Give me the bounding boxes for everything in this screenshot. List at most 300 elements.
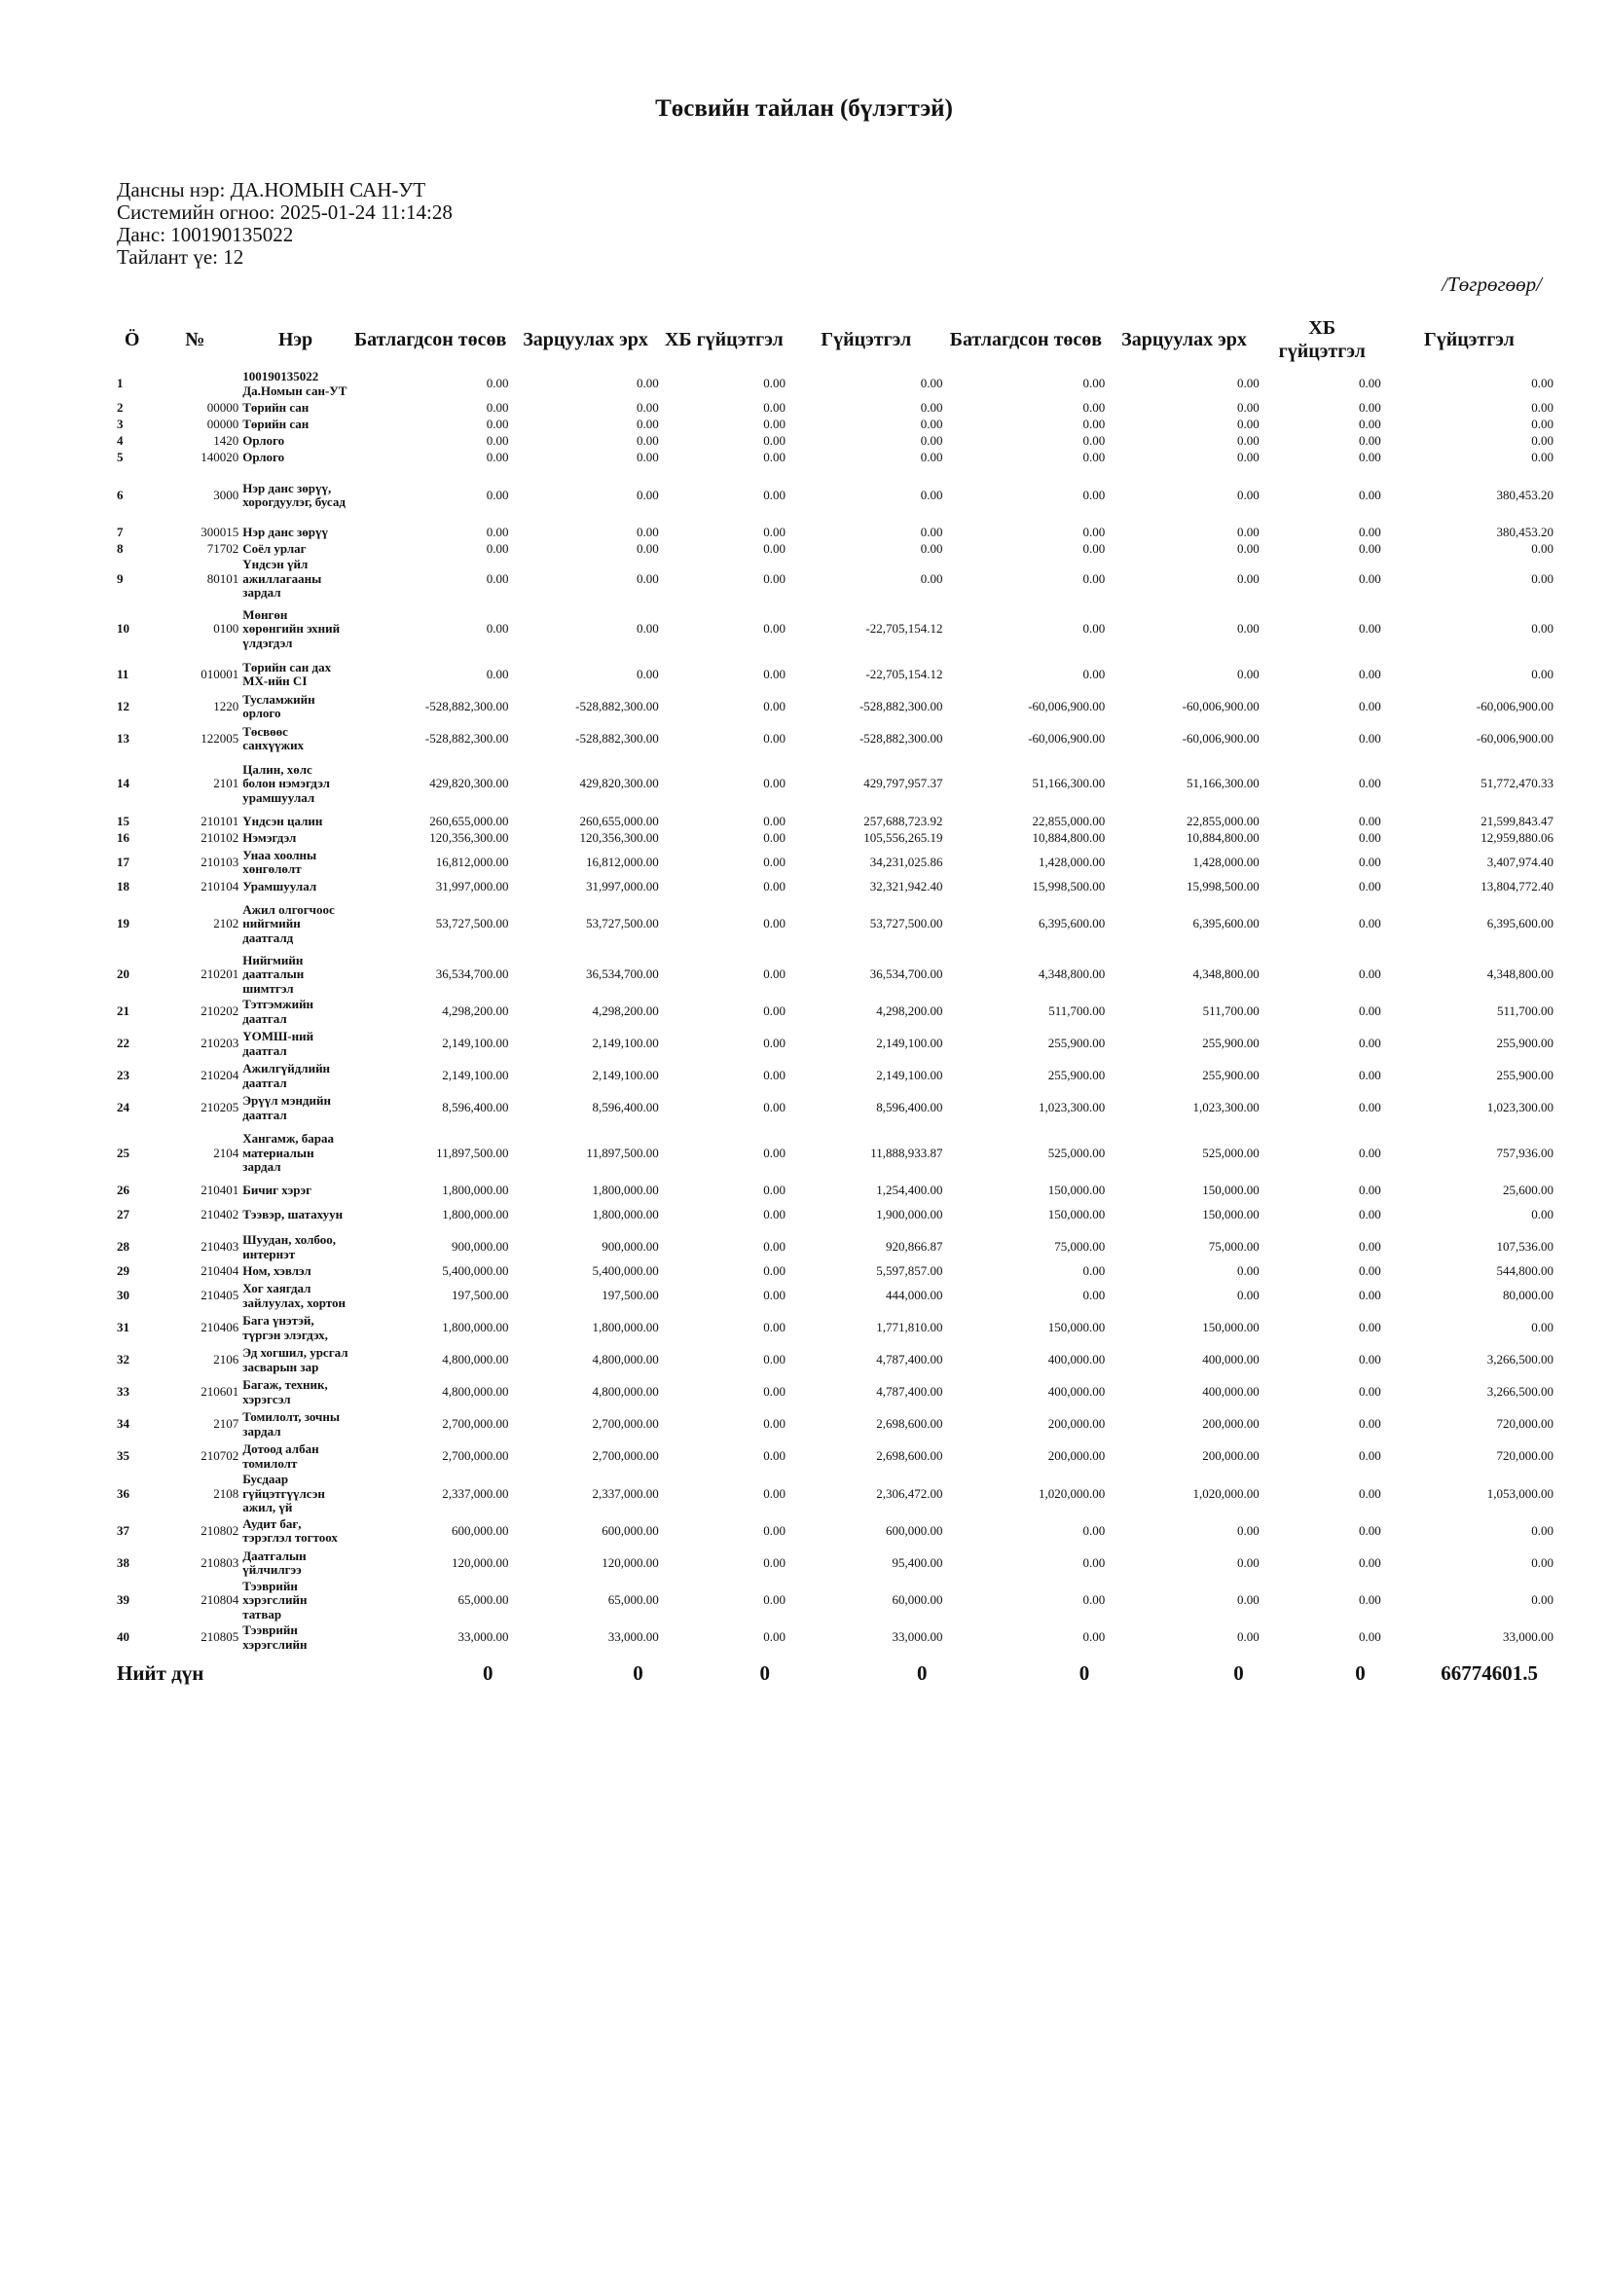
hb-performance-cell: 0.00 (763, 1183, 786, 1198)
table-row (115, 830, 1555, 847)
row-code: 00000 (206, 417, 239, 432)
spending-authority-period-cell: 15,998,500.00 (1186, 878, 1260, 893)
performance-cell: 11,888,933.87 (870, 1145, 943, 1160)
row-name: Үндсэн цалин (242, 813, 323, 828)
hb-performance-period-cell: 0.00 (1359, 570, 1381, 586)
approved-budget-period-cell: 0.00 (1082, 1592, 1106, 1607)
row-number: 18 (117, 878, 129, 893)
hb-performance-cell: 0.00 (763, 525, 786, 540)
spending-authority-cell: 2,149,100.00 (592, 1036, 659, 1051)
performance-period-cell: 757,936.00 (1496, 1145, 1553, 1160)
total-spending-authority: 0 (633, 1661, 643, 1685)
row-number: 2 (117, 400, 124, 416)
hb-performance-cell: 0.00 (763, 487, 786, 502)
row-number: 26 (117, 1183, 129, 1198)
table-row (115, 1124, 1555, 1183)
approved-budget-cell: 0.00 (486, 417, 509, 432)
spending-authority-period-cell: 200,000.00 (1202, 1448, 1260, 1464)
spending-authority-period-cell: 22,855,000.00 (1186, 813, 1260, 828)
row-name: Дотоод албан томилолт (242, 1441, 319, 1471)
approved-budget-period-cell: 1,023,300.00 (1039, 1100, 1106, 1115)
approved-budget-cell: 1,800,000.00 (442, 1207, 509, 1222)
approved-budget-period-cell: 255,900.00 (1047, 1068, 1106, 1083)
approved-budget-period-cell: 150,000.00 (1047, 1320, 1106, 1335)
row-number: 25 (117, 1145, 129, 1160)
approved-budget-cell: 0.00 (486, 621, 509, 637)
performance-cell: 0.00 (920, 525, 943, 540)
hb-performance-period-cell: 0.00 (1359, 1485, 1381, 1501)
approved-budget-cell: 4,298,200.00 (442, 1003, 509, 1019)
table-row (115, 1092, 1555, 1124)
approved-budget-cell: 11,897,500.00 (436, 1145, 509, 1160)
spending-authority-period-cell: 0.00 (1236, 621, 1260, 637)
spending-authority-cell: 0.00 (636, 666, 659, 681)
row-code: 210204 (201, 1068, 239, 1083)
table-row (115, 417, 1555, 433)
row-code: 300015 (201, 525, 239, 540)
performance-cell: 95,400.00 (892, 1554, 943, 1570)
approved-budget-cell: 31,997,000.00 (435, 878, 509, 893)
hb-performance-period-cell: 0.00 (1359, 541, 1381, 557)
row-name: Тэтгэмжийн даатгал (242, 997, 314, 1026)
approved-budget-period-cell: 0.00 (1082, 1288, 1106, 1303)
spending-authority-cell: 1,800,000.00 (592, 1207, 659, 1222)
spending-authority-cell: 0.00 (636, 525, 659, 540)
hb-performance-cell: 0.00 (763, 666, 786, 681)
spending-authority-period-cell: 150,000.00 (1202, 1320, 1260, 1335)
performance-cell: 5,597,857.00 (876, 1263, 943, 1279)
row-name: Орлого (242, 433, 285, 449)
performance-period-cell: 80,000.00 (1503, 1288, 1553, 1303)
hb-performance-cell: 0.00 (763, 1036, 786, 1051)
performance-period-cell: -60,006,900.00 (1476, 698, 1553, 713)
spending-authority-cell: -528,882,300.00 (575, 730, 659, 746)
table-row (115, 400, 1555, 417)
spending-authority-cell: 900,000.00 (602, 1239, 659, 1255)
hb-performance-period-cell: 0.00 (1359, 525, 1381, 540)
hb-performance-cell: 0.00 (763, 1003, 786, 1019)
hb-performance-cell: 0.00 (763, 1207, 786, 1222)
performance-cell: 0.00 (920, 541, 943, 557)
spending-authority-period-cell: 511,700.00 (1202, 1003, 1260, 1019)
performance-cell: 8,596,400.00 (876, 1100, 943, 1115)
row-number: 1 (117, 376, 124, 391)
performance-period-cell: 0.00 (1531, 621, 1553, 637)
report-title: Төсвийн тайлан (бүлэгтэй) (655, 95, 953, 122)
performance-period-cell: 1,023,300.00 (1486, 1100, 1553, 1115)
row-name: Тусламжийн орлого (242, 691, 315, 720)
approved-budget-period-cell: 1,428,000.00 (1039, 854, 1106, 869)
row-code: 122005 (201, 730, 239, 746)
approved-budget-cell: 36,534,700.00 (435, 966, 509, 981)
hb-performance-cell: 0.00 (763, 1068, 786, 1083)
approved-budget-period-cell: 0.00 (1082, 621, 1106, 637)
spending-authority-period-cell: 1,020,000.00 (1192, 1485, 1260, 1501)
total-label: Нийт дүн (117, 1661, 204, 1685)
performance-period-cell: 21,599,843.47 (1480, 813, 1553, 828)
row-code: 210205 (201, 1100, 239, 1115)
row-number: 38 (117, 1554, 129, 1570)
spending-authority-period-cell: 0.00 (1236, 1592, 1260, 1607)
row-name: Ном, хэвлэл (242, 1263, 311, 1279)
hb-performance-period-cell: 0.00 (1359, 878, 1381, 893)
approved-budget-period-cell: 0.00 (1082, 666, 1106, 681)
total-approved-budget-period: 0 (1078, 1661, 1090, 1685)
header-spending-authority: Зарцуулах эрх (523, 329, 648, 350)
row-name: Мөнгөн хөрөнгийн эхний үлдэгдэл (242, 606, 341, 650)
row-name: Соёл урлаг (242, 541, 307, 557)
approved-budget-period-cell: 0.00 (1082, 376, 1106, 391)
approved-budget-cell: -528,882,300.00 (424, 730, 509, 746)
performance-period-cell: 0.00 (1531, 541, 1553, 557)
approved-budget-period-cell: 0.00 (1082, 433, 1106, 449)
row-name: Төсвөөс санхүүжих (242, 723, 305, 752)
table-row (115, 996, 1555, 1028)
report-meta (117, 179, 453, 269)
approved-budget-cell: -528,882,300.00 (424, 698, 509, 713)
row-name: Нэр данс зөрүү (242, 525, 328, 540)
hb-performance-cell: 0.00 (763, 813, 786, 828)
spending-authority-period-cell: 0.00 (1236, 1554, 1260, 1570)
table-row (115, 1060, 1555, 1092)
spending-authority-cell: 0.00 (636, 487, 659, 502)
row-name: Тээвэр, шатахуун (242, 1207, 344, 1222)
spending-authority-period-cell: 0.00 (1236, 450, 1260, 465)
table-row (115, 1263, 1555, 1280)
approved-budget-period-cell: 22,855,000.00 (1032, 813, 1106, 828)
row-code: 210804 (201, 1592, 239, 1607)
row-name: Багаж, техник, хэрэгсэл (242, 1377, 328, 1406)
performance-period-cell: 720,000.00 (1496, 1448, 1553, 1464)
spending-authority-period-cell: 0.00 (1236, 1629, 1260, 1645)
approved-budget-cell: 4,800,000.00 (442, 1384, 509, 1400)
performance-cell: 0.00 (920, 433, 943, 449)
spending-authority-period-cell: 75,000.00 (1208, 1239, 1260, 1255)
approved-budget-cell: 2,700,000.00 (442, 1416, 509, 1432)
report-period: Тайлант үе: 12 (117, 245, 244, 269)
approved-budget-period-cell: 0.00 (1082, 400, 1106, 416)
hb-performance-cell: 0.00 (763, 1100, 786, 1115)
hb-performance-cell: 0.00 (763, 450, 786, 465)
hb-performance-period-cell: 0.00 (1359, 1592, 1381, 1607)
performance-period-cell: 6,395,600.00 (1486, 916, 1553, 931)
table-row (115, 723, 1555, 755)
header-performance: Гүйцэтгэл (821, 329, 912, 350)
hb-performance-cell: 0.00 (763, 698, 786, 713)
performance-period-cell: 0.00 (1531, 433, 1553, 449)
row-number: 14 (117, 776, 129, 791)
table-row (115, 1028, 1555, 1060)
row-code: 210401 (201, 1183, 239, 1198)
approved-budget-period-cell: 10,884,800.00 (1032, 829, 1106, 845)
row-code: 210702 (201, 1448, 239, 1464)
hb-performance-period-cell: 0.00 (1359, 813, 1381, 828)
approved-budget-cell: 120,356,300.00 (429, 829, 509, 845)
approved-budget-period-cell: 150,000.00 (1047, 1207, 1106, 1222)
row-code: 210406 (201, 1320, 239, 1335)
performance-period-cell: 0.00 (1531, 1554, 1553, 1570)
performance-cell: 2,698,600.00 (876, 1448, 943, 1464)
spending-authority-period-cell: 400,000.00 (1202, 1352, 1260, 1367)
spending-authority-cell: 0.00 (636, 621, 659, 637)
approved-budget-period-cell: 400,000.00 (1047, 1384, 1106, 1400)
row-code: 00000 (206, 400, 239, 416)
spending-authority-cell: 120,000.00 (602, 1554, 659, 1570)
row-name: Орлого (242, 450, 285, 465)
spending-authority-period-cell: 525,000.00 (1202, 1145, 1260, 1160)
row-number: 4 (117, 433, 124, 449)
spending-authority-cell: 53,727,500.00 (585, 916, 659, 931)
performance-period-cell: 12,959,880.06 (1480, 829, 1553, 845)
hb-performance-cell: 0.00 (763, 417, 786, 432)
header-name: Нэр (277, 329, 313, 350)
table-row (115, 879, 1555, 895)
row-code: 210104 (201, 878, 239, 893)
row-number: 6 (117, 487, 124, 502)
row-code: 210201 (201, 966, 239, 981)
spending-authority-cell: 33,000.00 (607, 1629, 659, 1645)
hb-performance-period-cell: 0.00 (1359, 1554, 1381, 1570)
hb-performance-cell: 0.00 (763, 1352, 786, 1367)
hb-performance-cell: 0.00 (763, 730, 786, 746)
row-number: 34 (117, 1416, 129, 1432)
approved-budget-period-cell: 0.00 (1082, 1554, 1106, 1570)
hb-performance-cell: 0.00 (763, 829, 786, 845)
hb-performance-period-cell: 0.00 (1359, 487, 1381, 502)
approved-budget-period-cell: 200,000.00 (1047, 1448, 1106, 1464)
approved-budget-period-cell: 0.00 (1082, 487, 1106, 502)
header-mark: Ӧ (124, 329, 140, 350)
header-approved-budget: Батлагдсон төсөв (353, 329, 507, 350)
approved-budget-cell: 0.00 (486, 433, 509, 449)
approved-budget-cell: 65,000.00 (457, 1592, 509, 1607)
approved-budget-period-cell: 51,166,300.00 (1032, 776, 1106, 791)
spending-authority-period-cell: 150,000.00 (1202, 1183, 1260, 1198)
hb-performance-period-cell: 0.00 (1359, 1352, 1381, 1367)
performance-cell: 0.00 (920, 487, 943, 502)
approved-budget-cell: 900,000.00 (451, 1239, 509, 1255)
table-row (115, 1473, 1555, 1515)
row-name: Урамшуулал (242, 878, 317, 893)
table-row (115, 1580, 1555, 1622)
performance-cell: 2,306,472.00 (876, 1485, 943, 1501)
hb-performance-period-cell: 0.00 (1359, 776, 1381, 791)
performance-period-cell: 0.00 (1531, 417, 1553, 432)
performance-period-cell: 51,772,470.33 (1480, 776, 1553, 791)
hb-performance-cell: 0.00 (763, 1629, 786, 1645)
approved-budget-cell: 120,000.00 (451, 1554, 509, 1570)
approved-budget-cell: 0.00 (486, 541, 509, 557)
approved-budget-period-cell: 255,900.00 (1047, 1036, 1106, 1051)
spending-authority-cell: 8,596,400.00 (592, 1100, 659, 1115)
approved-budget-period-cell: 511,700.00 (1048, 1003, 1106, 1019)
performance-cell: 1,900,000.00 (876, 1207, 943, 1222)
performance-cell: 33,000.00 (892, 1629, 943, 1645)
row-number: 32 (117, 1352, 129, 1367)
spending-authority-cell: 4,298,200.00 (592, 1003, 659, 1019)
performance-cell: 32,321,942.40 (869, 878, 943, 893)
spending-authority-period-cell: 0.00 (1236, 433, 1260, 449)
approved-budget-cell: 5,400,000.00 (442, 1263, 509, 1279)
approved-budget-cell: 33,000.00 (457, 1629, 509, 1645)
spending-authority-cell: 2,337,000.00 (592, 1485, 659, 1501)
row-name: Цалин, хөлс болон нэмэгдэл урамшуулал (242, 761, 330, 805)
row-name: Нэмэгдэл (242, 829, 297, 845)
performance-period-cell: 0.00 (1531, 1592, 1553, 1607)
account-name: Дансны нэр: ДА.НОМЫН САН-УТ (117, 178, 426, 201)
hb-performance-period-cell: 0.00 (1359, 417, 1381, 432)
row-number: 5 (117, 450, 124, 465)
hb-performance-period-cell: 0.00 (1359, 1003, 1381, 1019)
hb-performance-cell: 0.00 (763, 1592, 786, 1607)
spending-authority-cell: 16,812,000.00 (585, 854, 659, 869)
spending-authority-cell: 600,000.00 (602, 1522, 659, 1538)
hb-performance-cell: 0.00 (763, 1145, 786, 1160)
row-name: Төрийн сан (242, 417, 310, 432)
approved-budget-cell: 8,596,400.00 (442, 1100, 509, 1115)
performance-cell: 4,787,400.00 (876, 1384, 943, 1400)
spending-authority-cell: 0.00 (636, 541, 659, 557)
row-number: 17 (117, 854, 129, 869)
performance-cell: 4,298,200.00 (876, 1003, 943, 1019)
total-performance-period: 66774601.5 (1441, 1661, 1538, 1685)
hb-performance-period-cell: 0.00 (1359, 376, 1381, 391)
total-spending-authority-period: 0 (1233, 1661, 1244, 1685)
row-name: Бага үнэтэй, түргэн элэгдэх, (242, 1313, 328, 1342)
row-number: 29 (117, 1263, 129, 1279)
row-code: 210103 (201, 854, 239, 869)
header-approved-budget-period: Батлагдсон төсөв (949, 329, 1103, 350)
row-number: 35 (117, 1448, 129, 1464)
spending-authority-cell: 4,800,000.00 (592, 1384, 659, 1400)
row-code: 210802 (201, 1522, 239, 1538)
approved-budget-cell: 2,337,000.00 (442, 1485, 509, 1501)
approved-budget-cell: 0.00 (486, 376, 509, 391)
row-code: 140020 (201, 450, 239, 465)
performance-period-cell: 0.00 (1531, 666, 1553, 681)
approved-budget-period-cell: 0.00 (1082, 541, 1106, 557)
row-code: 71702 (206, 541, 239, 557)
performance-period-cell: 255,900.00 (1496, 1036, 1553, 1051)
spending-authority-cell: 120,356,300.00 (579, 829, 659, 845)
table-row (115, 1344, 1555, 1376)
total-approved-budget: 0 (482, 1661, 493, 1685)
approved-budget-period-cell: -60,006,900.00 (1028, 698, 1106, 713)
table-row (115, 368, 1555, 400)
performance-period-cell: 0.00 (1531, 450, 1553, 465)
performance-period-cell: 0.00 (1531, 1207, 1553, 1222)
table-row (115, 755, 1555, 814)
table-row (115, 601, 1555, 659)
approved-budget-period-cell: 200,000.00 (1047, 1416, 1106, 1432)
approved-budget-period-cell: 0.00 (1082, 417, 1106, 432)
row-number: 8 (117, 541, 124, 557)
row-name: Эд хогшил, урсгал засварын зар (242, 1345, 348, 1374)
approved-budget-cell: 16,812,000.00 (435, 854, 509, 869)
hb-performance-period-cell: 0.00 (1359, 966, 1381, 981)
row-code: 2107 (213, 1416, 239, 1432)
currency-note: /Төгрөгөөр/ (1442, 273, 1542, 296)
performance-period-cell: 13,804,772.40 (1480, 878, 1553, 893)
performance-period-cell: 0.00 (1531, 1320, 1553, 1335)
hb-performance-cell: 0.00 (763, 1448, 786, 1464)
row-code (149, 368, 240, 400)
hb-performance-cell: 0.00 (763, 433, 786, 449)
performance-cell: 600,000.00 (886, 1522, 943, 1538)
row-number: 3 (117, 417, 124, 432)
header-spending-authority-period: Зарцуулах эрх (1121, 329, 1247, 350)
spending-authority-period-cell: 0.00 (1236, 541, 1260, 557)
approved-budget-period-cell: 0.00 (1082, 450, 1106, 465)
table-row (115, 814, 1555, 830)
spending-authority-period-cell: 0.00 (1236, 1263, 1260, 1279)
row-code: 210601 (201, 1384, 239, 1400)
approved-budget-cell: 0.00 (486, 525, 509, 540)
performance-cell: 34,231,025.86 (869, 854, 943, 869)
row-number: 7 (117, 525, 124, 540)
hb-performance-period-cell: 0.00 (1359, 916, 1381, 931)
row-number: 37 (117, 1522, 129, 1538)
row-code: 210202 (201, 1003, 239, 1019)
header-no: № (185, 329, 205, 350)
header-hb-performance: ХБ гүйцэтгэл (664, 329, 784, 350)
performance-period-cell: 0.00 (1531, 376, 1553, 391)
table-header (115, 311, 1555, 368)
row-number: 23 (117, 1068, 129, 1083)
spending-authority-period-cell: 51,166,300.00 (1186, 776, 1260, 791)
row-name: Шуудан, холбоо, интернэт (242, 1232, 336, 1261)
hb-performance-cell: 0.00 (763, 1263, 786, 1279)
performance-cell: 444,000.00 (886, 1288, 943, 1303)
hb-performance-period-cell: 0.00 (1359, 1100, 1381, 1115)
row-number: 16 (117, 829, 129, 845)
performance-period-cell: -60,006,900.00 (1476, 730, 1553, 746)
row-name: ҮОМШ-ний даатгал (242, 1029, 314, 1058)
performance-period-cell: 3,266,500.00 (1486, 1384, 1553, 1400)
approved-budget-cell: 0.00 (486, 450, 509, 465)
hb-performance-cell: 0.00 (763, 1320, 786, 1335)
row-number: 30 (117, 1288, 129, 1303)
spending-authority-period-cell: 1,023,300.00 (1192, 1100, 1260, 1115)
row-code: 3000 (213, 487, 239, 502)
approved-budget-cell: 4,800,000.00 (442, 1352, 509, 1367)
row-name: 100190135022 Да.Номын сан-УТ (242, 369, 347, 398)
hb-performance-period-cell: 0.00 (1359, 1629, 1381, 1645)
spending-authority-period-cell: 200,000.00 (1202, 1416, 1260, 1432)
spending-authority-period-cell: 1,428,000.00 (1192, 854, 1260, 869)
hb-performance-period-cell: 0.00 (1359, 698, 1381, 713)
spending-authority-cell: 0.00 (636, 433, 659, 449)
approved-budget-cell: 0.00 (486, 487, 509, 502)
row-name: Бичиг хэрэг (242, 1183, 311, 1198)
hb-performance-period-cell: 0.00 (1359, 829, 1381, 845)
table-row (115, 1622, 1555, 1654)
row-number: 13 (117, 730, 129, 746)
hb-performance-cell: 0.00 (763, 878, 786, 893)
hb-performance-cell: 0.00 (763, 541, 786, 557)
row-name: Ажилгүйдлийн даатгал (242, 1061, 331, 1090)
spending-authority-cell: 1,800,000.00 (592, 1183, 659, 1198)
table-row (115, 1183, 1555, 1199)
spending-authority-period-cell: 150,000.00 (1202, 1207, 1260, 1222)
row-code: 210405 (201, 1288, 239, 1303)
spending-authority-period-cell: 0.00 (1236, 376, 1260, 391)
spending-authority-cell: 0.00 (636, 376, 659, 391)
budget-table (115, 311, 1555, 1693)
table-row (115, 1231, 1555, 1263)
spending-authority-period-cell: 6,395,600.00 (1192, 916, 1260, 931)
row-code: 1420 (213, 433, 239, 449)
